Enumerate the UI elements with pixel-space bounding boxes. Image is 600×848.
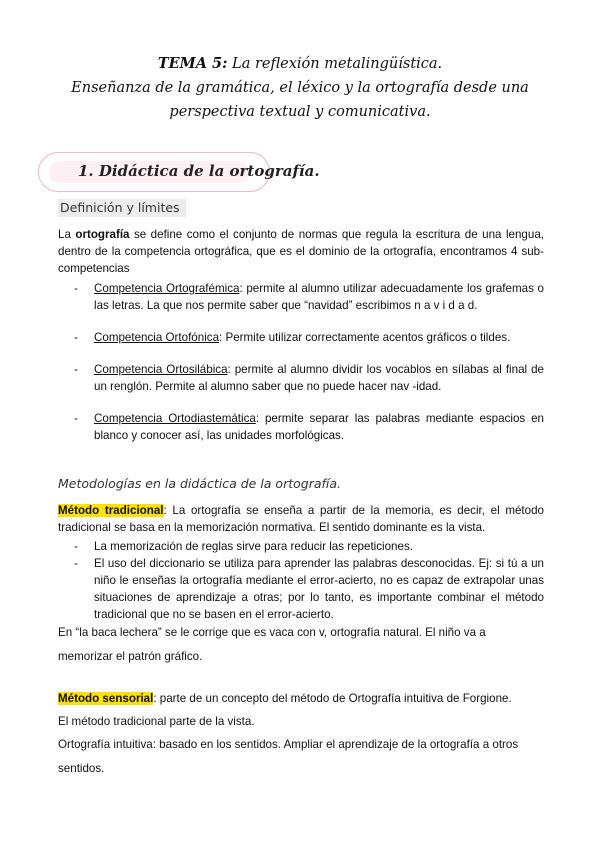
title-topic-name: La reflexión metalingüística. [227, 56, 443, 72]
metodologias-heading: Metodologías en la didáctica de la ortografía. [58, 476, 342, 491]
item-text: : permite al alumno utilizar adecuadamente los grafemas o las letras. La que nos permite saber que “navidad” escribimos n a v i d a d. [94, 282, 544, 312]
list-item [74, 280, 544, 314]
subtitle-line-1: Enseñanza de la gramática, el léxico y la ortografía desde una [71, 80, 529, 96]
section-title: 1. Didáctica de la ortografía. [78, 162, 320, 180]
intro-text-rest: se define como el conjunto de normas que regula la escritura de una lengua, dentro de la competencia ortográfica, que es el dominio de la ortografía, encontramos 4 sub-competencias [58, 228, 544, 275]
item-term: Competencia Ortodiastemática [94, 412, 256, 425]
metodo-sensorial-paragraph [58, 692, 544, 705]
item-text: : Permite utilizar correctamente acentos gráficos o tildes. [219, 331, 511, 344]
baca-line-2: memorizar el patrón gráfico. [58, 650, 203, 663]
metodo-tradicional-label: Método tradicional [58, 504, 164, 517]
item-text: : permite al alumno dividir los vocablos en sílabas al final de un renglón. Permite al alumno saber que no puede hacer nav -idad. [94, 363, 544, 393]
metodo-tradicional-text: : La ortografía se enseña a partir de la memoria, es decir, el método tradicional se basa en la memorización normativa. El sentido dominante es la vista. [58, 504, 544, 534]
item-text: : permite separar las palabras mediante espacios en blanco y conocer así, las unidades morfológicas. [94, 412, 544, 442]
list-item: - El uso del diccionario se utiliza para aprender las palabras desconocidas. Ej: si tú a un niño le enseñas la ortografía mediante el error-acierto, no es capaz de extrapolar unas situaciones de aprendizaje a otras; por lo tanto, es importante combinar el método tradicional que no se basen en el error-acierto. [74, 555, 544, 623]
definicion-intro [58, 226, 544, 277]
intro-text: La [58, 228, 76, 241]
list-item [74, 329, 544, 346]
list-item: - La memorización de reglas sirve para reducir las repeticiones. [74, 538, 544, 555]
subtitle-line-2: perspectiva textual y comunicativa. [169, 104, 431, 120]
metodo-tradicional-paragraph [58, 502, 544, 536]
list-item [74, 361, 544, 395]
vista-line: El método tradicional parte de la vista. [58, 715, 255, 728]
list-item [74, 410, 544, 444]
metodo-sensorial-label: Método sensorial [58, 692, 154, 705]
item-term: Competencia Ortosilábica [94, 363, 228, 376]
metodo-sensorial-text: : parte de un concepto del método de Ortografía intuitiva de Forgione. [153, 692, 512, 705]
document-title [0, 52, 600, 76]
intuitiva-line-2: sentidos. [58, 762, 105, 775]
baca-line-1: En “la baca lechera” se le corrige que es vaca con v, ortografía natural. El niño va a [58, 626, 486, 639]
intro-bold-term: ortografía [75, 228, 130, 241]
intuitiva-line-1: Ortografía intuitiva: basado en los sentidos. Ampliar el aprendizaje de la ortografía a otros [58, 738, 519, 751]
title-topic-number: TEMA 5: [157, 55, 228, 72]
tradicional-list [74, 538, 544, 623]
item-term: Competencia Ortofónica [94, 331, 220, 344]
subcompetencias-list [74, 280, 544, 459]
document-header [0, 52, 600, 124]
item-term: Competencia Ortografémica [94, 282, 240, 295]
definicion-heading: Definición y límites [58, 199, 186, 217]
